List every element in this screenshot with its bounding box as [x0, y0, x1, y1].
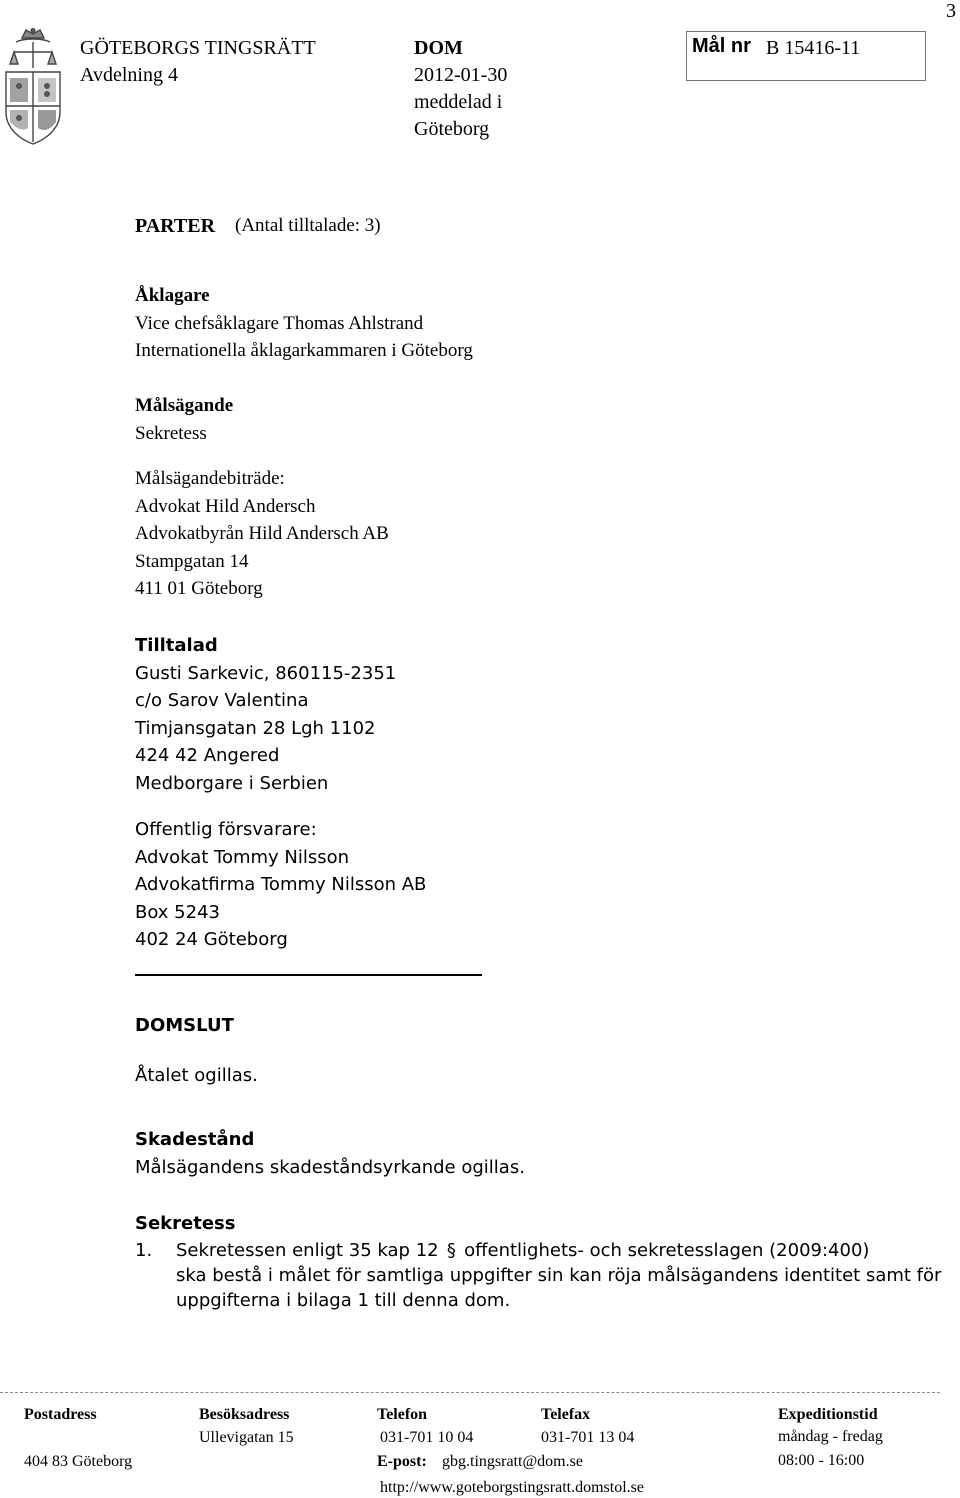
- counsel-line: Advokatbyrån Hild Andersch AB: [135, 523, 389, 544]
- footer-email-label: E-post:: [377, 1453, 427, 1470]
- counsel-line: Stampgatan 14: [135, 550, 249, 572]
- defendant-line: c/o Sarov Valentina: [135, 690, 309, 711]
- prosecutor-line: Internationella åklagarkammaren i Göteborg: [135, 340, 473, 361]
- defender-line: Box 5243: [135, 901, 220, 923]
- damages-block: [135, 1126, 525, 1181]
- defender-line: Advokat Tommy Nilsson: [135, 846, 350, 868]
- defender-line: Offentlig försvarare:: [135, 819, 317, 840]
- footer-rule: [0, 1392, 940, 1393]
- counsel-line: 411 01 Göteborg: [135, 578, 263, 599]
- parties-heading: PARTER: [135, 215, 216, 237]
- damages-heading: Skadestånd: [135, 1129, 255, 1150]
- court-name: GÖTEBORGS TINGSRÄTT: [80, 37, 316, 59]
- injured-party-line: Sekretess: [135, 422, 207, 444]
- prosecutor-line: Vice chefsåklagare Thomas Ahlstrand: [135, 312, 424, 334]
- document-type: DOM: [414, 37, 463, 59]
- injured-party-heading: Målsägande: [135, 395, 234, 416]
- prosecutor-block: [135, 282, 473, 365]
- secrecy-line-1b: offentlighets- och sekretesslagen (2009:400): [464, 1240, 870, 1261]
- judgment-heading: DOMSLUT: [135, 1015, 234, 1036]
- footer-web-link[interactable]: http://www.goteborgstingsratt.domstol.se: [380, 1479, 644, 1496]
- footer-hours-days: måndag - fredag: [778, 1428, 883, 1445]
- footer-fax-value: 031-701 13 04: [541, 1429, 635, 1446]
- footer-hours-time: 08:00 - 16:00: [778, 1452, 865, 1469]
- department: Avdelning 4: [80, 64, 178, 86]
- footer-fax-label: Telefax: [541, 1406, 591, 1423]
- secrecy-heading: Sekretess: [135, 1213, 236, 1234]
- case-number: B 15416-11: [766, 37, 861, 59]
- secrecy-line-2: ska bestå i målet för samtliga uppgifter sin kan röja målsägandens identitet samt för: [176, 1265, 942, 1286]
- injured-party-counsel-block: [135, 465, 389, 603]
- defendant-line: 424 42 Angered: [135, 745, 280, 766]
- footer-phone-value: 031-701 10 04: [380, 1429, 474, 1446]
- footer-visit-label: Besöksadress: [199, 1406, 290, 1423]
- defendant-count: (Antal tilltalade: 3): [235, 215, 381, 236]
- defender-line: 402 24 Göteborg: [135, 929, 288, 950]
- secrecy-item-number: 1.: [135, 1240, 153, 1261]
- secrecy-line-3: uppgifterna i bilaga 1 till denna dom.: [176, 1290, 511, 1311]
- judgment-block: [135, 1012, 234, 1040]
- section-divider: [135, 974, 482, 976]
- defendant-line: Timjansgatan 28 Lgh 1102: [135, 717, 376, 739]
- announced-city: Göteborg: [414, 118, 490, 140]
- verdict-block: [135, 1062, 258, 1090]
- defendant-line: Gusti Sarkevic, 860115-2351: [135, 662, 397, 684]
- footer-phone-label: Telefon: [377, 1406, 428, 1423]
- case-number-label: Mål nr: [692, 35, 751, 57]
- section-sign: §: [446, 1240, 456, 1261]
- counsel-line: Målsägandebiträde:: [135, 468, 285, 489]
- document-date: 2012-01-30: [414, 64, 508, 86]
- footer-hours-label: Expeditionstid: [778, 1406, 878, 1423]
- verdict-text: Åtalet ogillas.: [135, 1065, 258, 1086]
- defender-block: [135, 816, 426, 954]
- defendant-block: [135, 632, 396, 797]
- secrecy-line-1a: Sekretessen enligt 35 kap 12: [176, 1240, 439, 1261]
- defendant-line: Medborgare i Serbien: [135, 772, 329, 794]
- defendant-heading: Tilltalad: [135, 635, 218, 656]
- damages-text: Målsägandens skadeståndsyrkande ogillas.: [135, 1156, 525, 1178]
- court-crest-logo: [0, 28, 66, 146]
- counsel-line: Advokat Hild Andersch: [135, 495, 316, 517]
- injured-party-block: [135, 392, 233, 447]
- secrecy-heading-block: [135, 1210, 235, 1238]
- announced-label: meddelad i: [414, 91, 503, 113]
- footer-postal-label: Postadress: [24, 1406, 97, 1423]
- prosecutor-heading: Åklagare: [135, 285, 210, 306]
- footer-postal-value: 404 83 Göteborg: [24, 1453, 133, 1470]
- footer-visit-value: Ullevigatan 15: [199, 1429, 294, 1446]
- defender-line: Advokatfirma Tommy Nilsson AB: [135, 874, 427, 895]
- footer-email-value[interactable]: gbg.tingsratt@dom.se: [442, 1453, 583, 1470]
- page-number: 3: [946, 0, 956, 22]
